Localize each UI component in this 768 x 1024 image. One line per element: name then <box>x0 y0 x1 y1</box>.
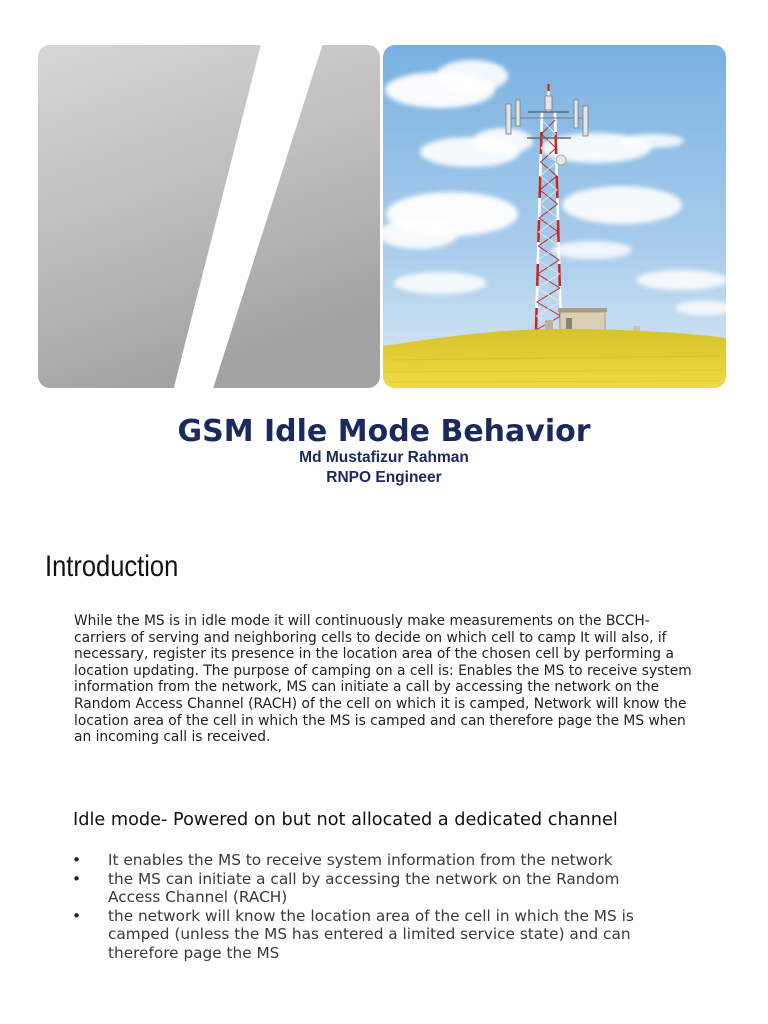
introduction-heading: Introduction <box>45 550 179 583</box>
idle-mode-bullet-list <box>72 851 656 962</box>
author-block <box>0 448 768 488</box>
paragraph-line: an incoming call is received. <box>74 729 271 746</box>
cloud <box>436 60 508 92</box>
paragraph-line: While the MS is in idle mode it will continuously make measurements on the BCCH- <box>74 613 650 629</box>
cloud <box>636 270 728 290</box>
list-item-text: the network will know the location area of the cell in which the MS is camped (unless the MS has entered a limited service state) and can therefore page the MS <box>108 906 634 962</box>
document-title: GSM Idle Mode Behavior <box>177 414 591 449</box>
cloud <box>394 272 486 294</box>
cloud <box>552 241 632 259</box>
author-role: RNPO Engineer <box>326 469 442 486</box>
cloud <box>562 186 682 224</box>
paragraph-line: carriers of serving and neighboring cells to decide on which cell to camp It will also, if <box>74 629 667 646</box>
paragraph-line: necessary, register its presence in the location area of the chosen cell by performing a <box>74 646 674 663</box>
paragraph-line: information from the network, MS can initiate a call by accessing the network on the <box>74 679 660 696</box>
list-item-text: the MS can initiate a call by accessing the network on the Random Access Channel (RACH) <box>108 869 620 906</box>
idle-mode-heading: Idle mode- Powered on but not allocated a dedicated channel <box>73 810 618 830</box>
cloud <box>473 128 533 154</box>
bullet-marker: • <box>72 851 82 869</box>
bullet-marker: • <box>72 869 82 888</box>
banner-graphic-panel <box>38 40 380 395</box>
cloud <box>675 301 735 315</box>
list-item <box>72 870 656 907</box>
cloud <box>378 219 458 249</box>
list-item <box>72 851 656 870</box>
introduction-paragraph <box>74 613 692 746</box>
list-item <box>72 907 656 963</box>
bullet-marker: • <box>72 906 82 925</box>
tower-photo <box>378 45 735 390</box>
paragraph-line: location updating. The purpose of camping on a cell is: Enables the MS to receive system <box>74 662 692 679</box>
author-name: Md Mustafizur Rahman <box>299 449 469 466</box>
list-item-text: It enables the MS to receive system information from the network <box>108 851 613 869</box>
paragraph-line: location area of the cell in which the MS is camped and can therefore page the MS when <box>74 712 686 729</box>
dish-antenna <box>556 155 566 165</box>
banner <box>0 0 768 400</box>
paragraph-line: Random Access Channel (RACH) of the cell on which it is camped, Network will know the <box>74 695 687 712</box>
cloud <box>620 134 684 148</box>
